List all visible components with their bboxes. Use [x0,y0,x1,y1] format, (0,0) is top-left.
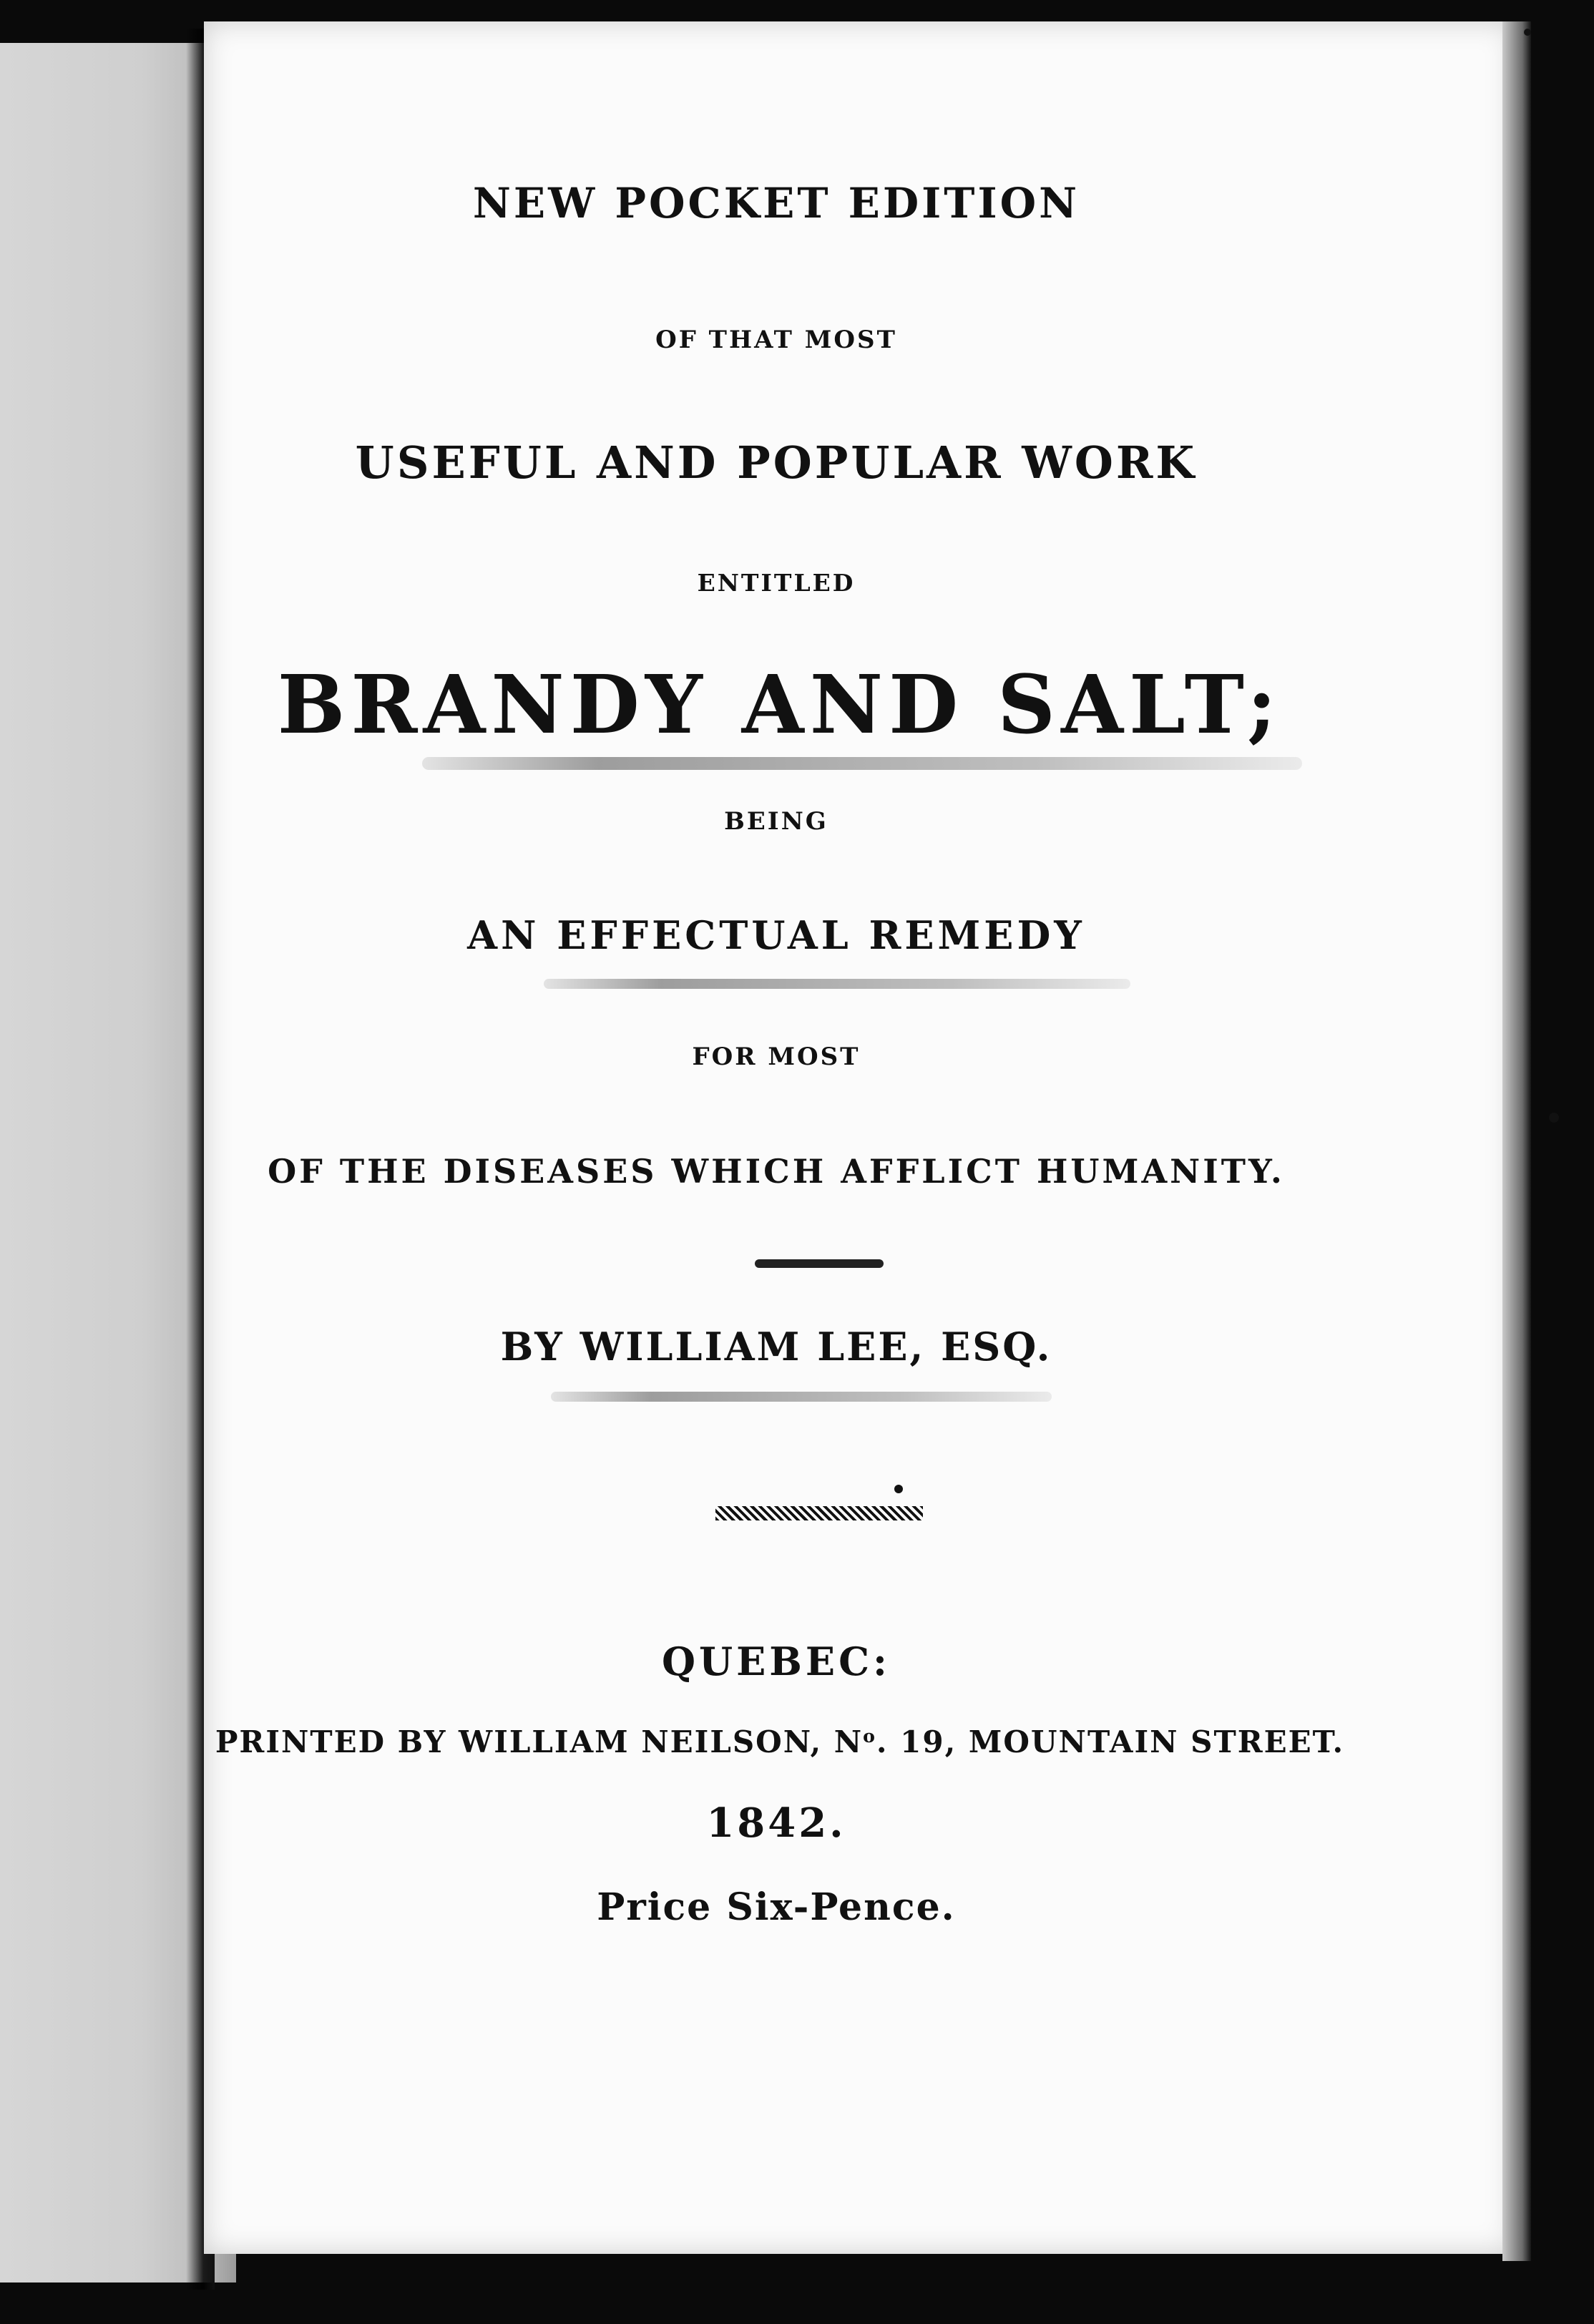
title-underline-smudge [422,757,1302,770]
edition-line: NEW POCKET EDITION [472,179,1080,228]
diseases-line: OF THE DISEASES WHICH AFFLICT HUMANITY. [268,1152,1285,1191]
printer-text-a: PRINTED BY WILLIAM NEILSON, N [215,1724,864,1759]
remedy-underline-smudge [544,979,1130,989]
ink-speck [1549,1113,1559,1123]
printer-text-b: . 19, MOUNTAIN STREET. [876,1724,1345,1759]
imprint-year: 1842. [706,1800,846,1847]
page-fore-edge [1502,21,1531,2261]
of-that-most-line: OF THAT MOST [655,326,897,354]
being-line: BEING [724,807,828,836]
price-line: Price Six-Pence. [597,1885,956,1929]
printer-superscript: o [863,1725,876,1747]
entitled-line: ENTITLED [697,569,856,597]
printer-line [186,1724,1374,1759]
ink-speck [1524,29,1531,36]
work-description-line: USEFUL AND POPULAR WORK [355,436,1198,489]
ink-speck [894,1485,903,1493]
book-title: BRANDY AND SALT; [277,658,1283,752]
section-rule [755,1259,884,1268]
author-underline-smudge [551,1392,1052,1402]
for-most-line: FOR MOST [692,1043,861,1071]
imprint-place: QUEBEC: [661,1639,891,1684]
author-line: BY WILLIAM LEE, ESQ. [500,1324,1052,1370]
remedy-line: AN EFFECTUAL REMEDY [467,912,1085,958]
wavy-ornament-rule [715,1506,923,1520]
